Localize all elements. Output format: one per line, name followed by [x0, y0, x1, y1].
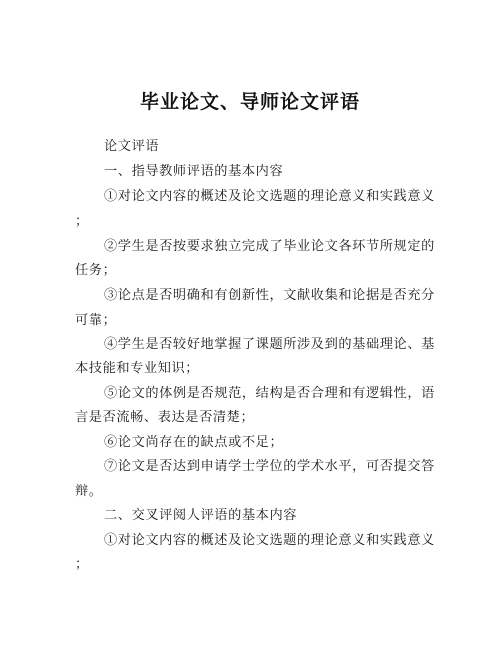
paragraph-line: 本技能和专业知识；	[75, 361, 200, 376]
subsection-heading: 二、交叉评阅人评语的基本内容	[104, 508, 298, 523]
paragraph-line: 言是否流畅、表达是否清楚；	[75, 410, 255, 425]
paragraph-line: 任务；	[75, 263, 117, 278]
paragraph-line: ⑦论文是否达到申请学士学位的学术水平，可否提交答	[104, 459, 435, 474]
paragraph-line: ③论点是否明确和有创新性，文献收集和论据是否充分	[104, 288, 435, 303]
paragraph-line: 辩。	[75, 484, 103, 499]
paragraph-line: ；	[75, 557, 89, 572]
paragraph-line: ；	[75, 214, 89, 229]
paragraph-line: ①对论文内容的概述及论文选题的理论意义和实践意义	[104, 189, 435, 204]
paragraph-line: 可靠；	[75, 313, 117, 328]
section-heading: 论文评语	[104, 139, 160, 154]
document-title: 毕业论文、导师论文评语	[139, 91, 360, 113]
paragraph-line: ⑤论文的体例是否规范，结构是否合理和有逻辑性，语	[104, 386, 435, 401]
paragraph-line: ④学生是否较好地掌握了课题所涉及到的基础理论、基	[104, 337, 435, 352]
subsection-heading: 一、指导教师评语的基本内容	[104, 164, 284, 179]
paragraph-line: ②学生是否按要求独立完成了毕业论文各环节所规定的	[104, 239, 435, 254]
paragraph-line: ①对论文内容的概述及论文选题的理论意义和实践意义	[104, 533, 435, 548]
paragraph-line: ⑥论文尚存在的缺点或不足；	[104, 435, 284, 450]
